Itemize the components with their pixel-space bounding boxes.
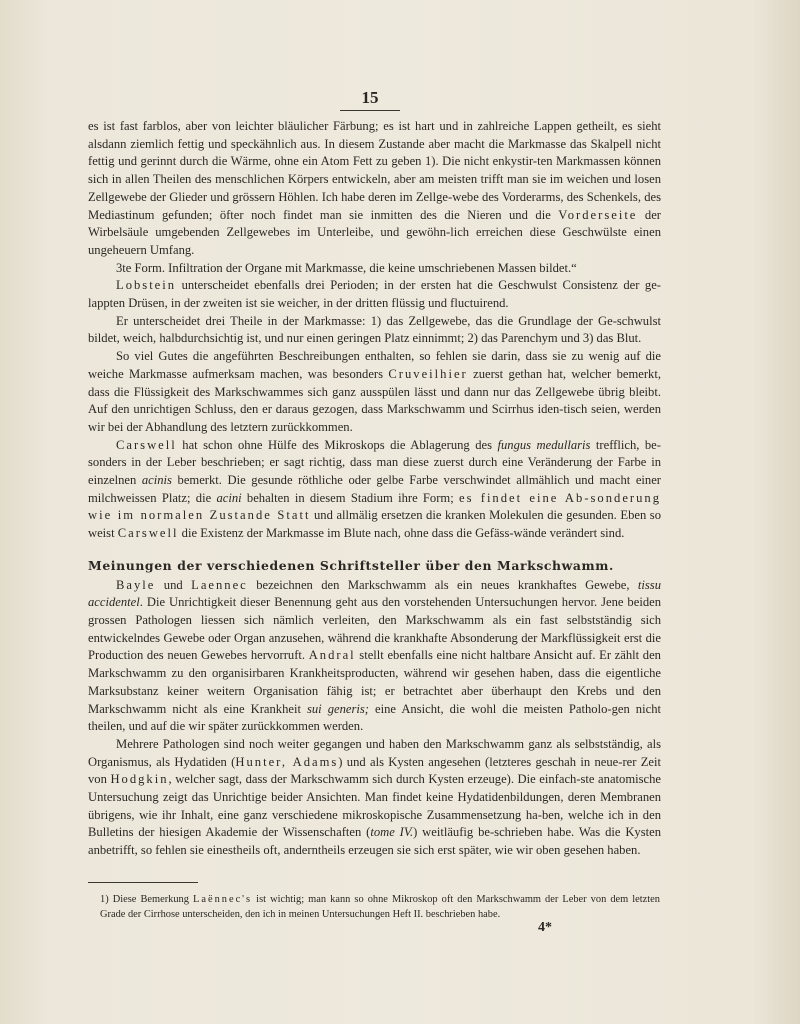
- italic-term: tissu accidentel: [88, 577, 662, 610]
- text-run: ist wichtig; man kann so ohne Mikroskop oft den Markschwamm der Leber von dem letzten Grade der Cirrhose unterscheiden, den ich in meinen Untersuchungen Heft II. beschrieben habe.: [100, 894, 660, 920]
- paragraph: [88, 277, 661, 312]
- body-text: [88, 118, 661, 860]
- italic-term: acini: [216, 490, 242, 505]
- text-run: ) weitläufig be-schrieben habe. Was die Kysten anbetrifft, so fehlen sie einestheils oft, anderntheils erzeugen sie sich erst später, wie wir oben gesehen haben.: [88, 825, 661, 858]
- paragraph: [88, 577, 661, 736]
- text-run: eine Ansicht, die wohl die meisten Patholo-gen nicht theilen, und auf die wir später zurückkommen werden.: [88, 701, 661, 734]
- spaced-name: Hodgkin: [110, 772, 169, 787]
- text-run: trefflich, be-sonders in der Leber beschrieben; er sagt richtig, dass man diese zuerst durch eine Veränderung der Farbe in einzelnen: [88, 437, 661, 488]
- text-run: hat schon ohne Hülfe des Mikroskops die Ablagerung des: [176, 437, 498, 452]
- text-run: 1) Diese Bemerkung: [100, 894, 193, 905]
- text-run: . Die Unrichtigkeit dieser Benennung geht aus den vorstehenden Untersuchungen hervor. Jene beiden grossen Pathologen liessen sich nämlich verleiten, den Markschwamm als ein fast selbstständig sich entwickelndes Gewebe oder Organ anzusehen, während die krankhafte Absonderung der Markflüssigkeit erst die Production des neuen Gewebes hervorruft.: [88, 595, 661, 663]
- paragraph: [88, 736, 661, 860]
- text-run: Er unterscheidet drei Theile in der Markmasse: 1) das Zellgewebe, das die Grundlage der Ge-schwulst bildet, weich, halbdurchsichtig ist, und nur einen geringen Platz einnimmt; 2) das Parenchym und 3) das Blut.: [88, 313, 661, 346]
- text-run: und allmälig ersetzen die kranken Molekulen die gesunden. Eben so weist: [88, 508, 661, 541]
- paragraph: [88, 348, 661, 437]
- spaced-name: Andral: [308, 648, 356, 663]
- text-run: behalten in diesem Stadium ihre Form;: [241, 490, 459, 505]
- text-run: der Wirbelsäule umgebenden Zellgewebes im Unterleibe, und gewöhn-lich erreichen diese Geschwülste einen ungeheuern Umfang.: [88, 207, 661, 257]
- text-run: Mehrere Pathologen sind noch weiter gegangen und haben den Markschwamm ganz als selbstständig, als Organismus, als Hydatiden (: [88, 736, 661, 769]
- italic-term: sui generis;: [306, 701, 369, 716]
- footnote-divider: [88, 882, 198, 883]
- paragraph: [88, 260, 661, 278]
- spaced-name: es findet eine Ab-sonderung wie im normalen Zustande Statt: [88, 490, 661, 523]
- spaced-name: Bayle: [116, 577, 156, 592]
- italic-term: acinis: [141, 473, 172, 488]
- italic-term: fungus medullaris: [497, 437, 591, 452]
- text-run: die Existenz der Markmasse im Blute nach, ohne dass die Gefäss-wände verändert sind.: [178, 526, 625, 541]
- spaced-name: Vorderseite: [558, 207, 638, 222]
- text-run: unterscheidet ebenfalls drei Perioden; in der ersten hat die Geschwulst Consistenz der ge-lappten Drüsen, in der zweiten ist sie weicher, in der dritten flüssig und fluctuirend.: [88, 278, 661, 311]
- spaced-name: Cruveilhier: [388, 366, 468, 381]
- text-run: es ist fast farblos, aber von leichter bläulicher Färbung; es ist hart und in zahlreiche Lappen getheilt, es sieht alsdann ziemlich fettig und speckähnlich aus. In diesem Zustande aber macht die Markmasse das Skalpell nicht fettig und gerinnt durch die Wärme, ohne ein Atom Fett zu geben 1). Die nicht enkystir-ten Markmassen können sich in allen Theilen des menschlichen Körpers entwickeln, aber am meisten trifft man sie im weichen und losen Zellgewebe der Glieder und grössern Höhlen. Ich habe deren im Zellge-webe des Vorderarms, des Schenkels, des Mediastinum gefunden; öfter noch findet man sie inmitten des die Nieren und die: [88, 119, 661, 222]
- text-run: stellt ebenfalls eine nicht haltbare Ansicht auf. Er zählt den Markschwamm zu den organisirbaren Krankheitsproducten, während wir gesehen haben, dass die eigentliche Marksubstanz keiner weitern Organisation fähig ist; er betrachtet aber überhaupt den Krebs und den Markschwamm nicht als eine Krankheit: [88, 648, 661, 716]
- text-run: und: [155, 577, 192, 592]
- section-heading: Meinungen der verschiedenen Schriftsteller über den Markschwamm.: [88, 557, 614, 573]
- spaced-name: Carswell: [117, 526, 179, 541]
- paragraph: [88, 118, 661, 260]
- text-run: 3te Form. Infiltration der Organe mit Markmasse, die keine umschriebenen Massen bildet.“: [116, 260, 577, 275]
- text-run: So viel Gutes die angeführten Beschreibungen enthalten, so fehlen sie darin, dass sie zu wenig auf die weiche Markmasse aufmerksam machen, was besonders: [88, 349, 661, 381]
- page-number: 15: [340, 88, 400, 111]
- spaced-name: Carswell: [116, 437, 177, 452]
- text-run: ) und als Kysten angesehen (letzteres geschah in neue-rer Zeit von: [88, 754, 662, 787]
- spaced-name: Laënnec's: [193, 894, 253, 905]
- paragraph: [88, 437, 661, 543]
- spaced-name: Laennec: [191, 577, 248, 592]
- spaced-name: Lobstein: [116, 278, 177, 293]
- italic-term: tome IV.: [370, 825, 414, 840]
- spaced-name: Hunter, Adams: [235, 754, 339, 769]
- printer-signature-mark: 4*: [538, 920, 552, 935]
- text-run: bemerkt. Die gesunde röthliche oder gelbe Farbe verschwindet allmählich und macht einer milchweissen Platz; die: [88, 473, 662, 505]
- paragraph: [88, 313, 661, 348]
- text-run: bezeichnen den Markschwamm als ein neues krankhaftes Gewebe,: [247, 577, 638, 592]
- text-run: zuerst gethan hat, welcher bemerkt, dass die Flüssigkeit des Markschwammes sich ganz ausspülen lässt und dann nur das Zellgewebe übrig bleibt. Auf den unrichtigen Schluss, den er daraus gezogen, dass Markschwamm und Scirrhus iden-tisch seien, werden wir bei der Abhandlung des letztern zurückkommen.: [88, 366, 661, 434]
- text-run: , welcher sagt, dass der Markschwamm sich durch Kysten erzeuge). Die einfach-ste anatomische Untersuchung zeigt das Unrichtige beider Ansichten. Man findet keine Hydatidenbildungen, deren Membranen übrigens, wie ihr Inhalt, eine ganz verschiedene mikroskopische Zusammensetzung ha-ben, welche ich in den Bulletins der hiesigen Akademie der Wissenschaften (: [88, 772, 661, 840]
- footnote: [100, 892, 660, 922]
